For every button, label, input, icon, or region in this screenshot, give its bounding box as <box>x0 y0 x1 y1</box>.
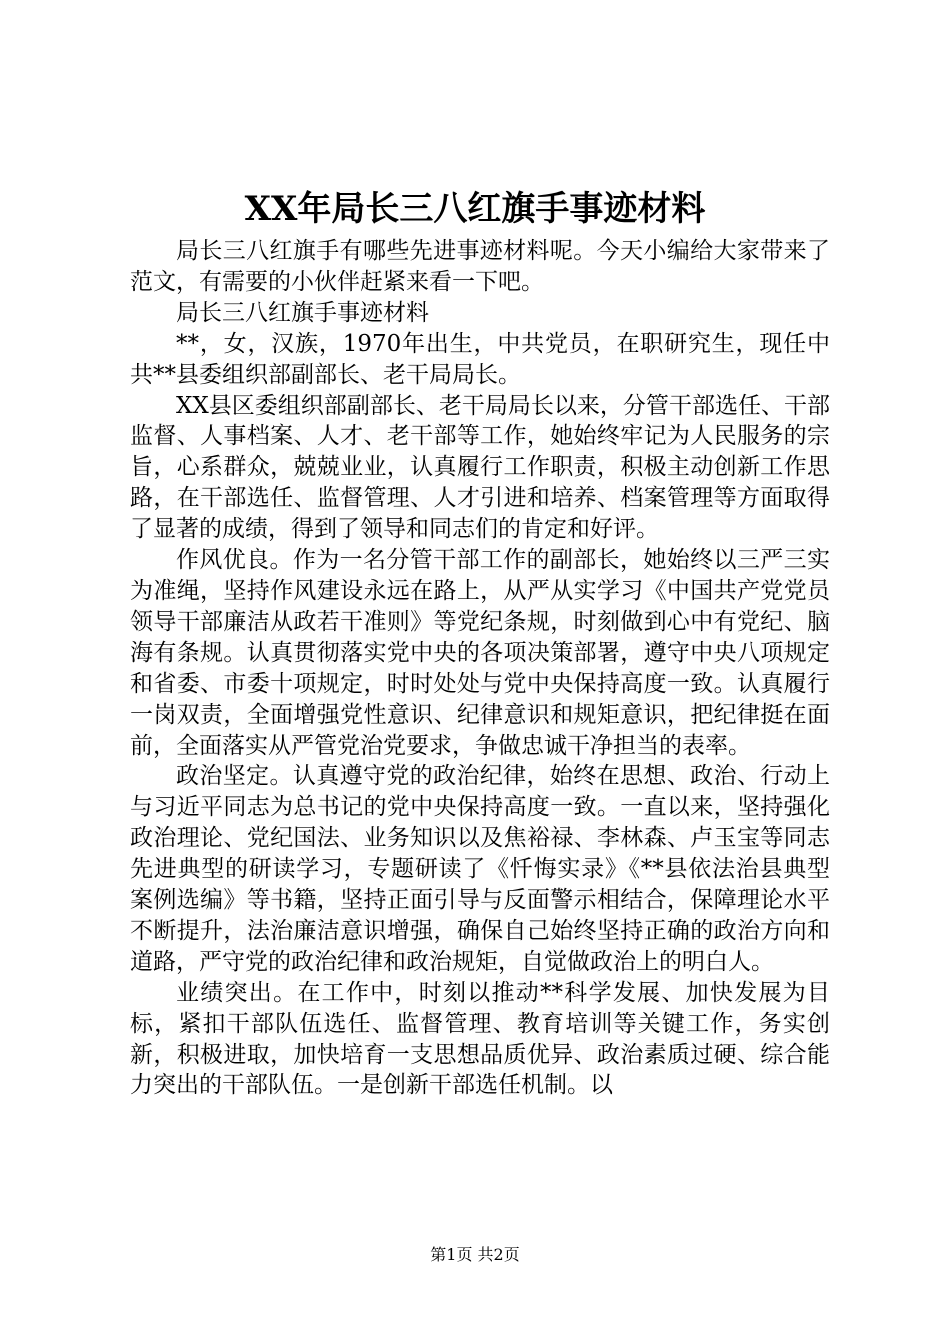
duties-paragraph: XX县区委组织部副部长、老干局局长以来，分管干部选任、干部监督、人事档案、人才、老干部等工作，她始终牢记为人民服务的宗旨，心系群众，兢兢业业，认真履行工作职责，积极主动创新工作思路，在干部选任、监督管理、人才引进和培养、档案管理等方面取得了显著的成绩，得到了领导和同志们的肯定和好评。 <box>130 392 830 543</box>
document-title: XX年局长三八红旗手事迹材料 <box>244 189 706 229</box>
page-number-footer: 第1页 共2页 <box>430 1245 520 1264</box>
political-paragraph: 政治坚定。认真遵守党的政治纪律，始终在思想、政治、行动上与习近平同志为总书记的党中央保持高度一致。一直以来，坚持强化政治理论、党纪国法、业务知识以及焦裕禄、李林森、卢玉宝等同志先进典型的研读学习，专题研读了《忏悔实录》《**县依法治县典型案例选编》等书籍，坚持正面引导与反面警示相结合，保障理论水平不断提升，法治廉洁意识增强，确保自己始终坚持正确的政治方向和道路，严守党的政治纪律和政治规矩，自觉做政治上的明白人。 <box>130 763 830 975</box>
intro-paragraph: 局长三八红旗手有哪些先进事迹材料呢。今天小编给大家带来了范文，有需要的小伙伴赶紧来看一下吧。 <box>130 238 830 295</box>
section-heading: 局长三八红旗手事迹材料 <box>176 299 429 326</box>
work-style-paragraph: 作风优良。作为一名分管干部工作的副部长，她始终以三严三实为准绳，坚持作风建设永远在路上，从严从实学习《中国共产党党员领导干部廉洁从政若干准则》等党纪条规，时刻做到心中有党纪、脑海有条规。认真贯彻落实党中央的各项决策部署，遵守中央八项规定和省委、市委十项规定，时时处处与党中央保持高度一致。认真履行一岗双责，全面增强党性意识、纪律意识和规矩意识，把纪律挺在面前，全面落实从严管党治党要求，争做忠诚干净担当的表率。 <box>130 547 830 759</box>
achievements-paragraph: 业绩突出。在工作中，时刻以推动**科学发展、加快发展为目标，紧扣干部队伍选任、监督管理、教育培训等关键工作，务实创新，积极进取，加快培育一支思想品质优异、政治素质过硬、综合能力突出的干部队伍。一是创新干部选任机制。以 <box>130 979 830 1099</box>
document-body <box>130 236 830 1101</box>
profile-paragraph: **，女，汉族，1970年出生，中共党员，在职研究生，现任中共**县委组织部副部长、老干局局长。 <box>130 330 830 388</box>
